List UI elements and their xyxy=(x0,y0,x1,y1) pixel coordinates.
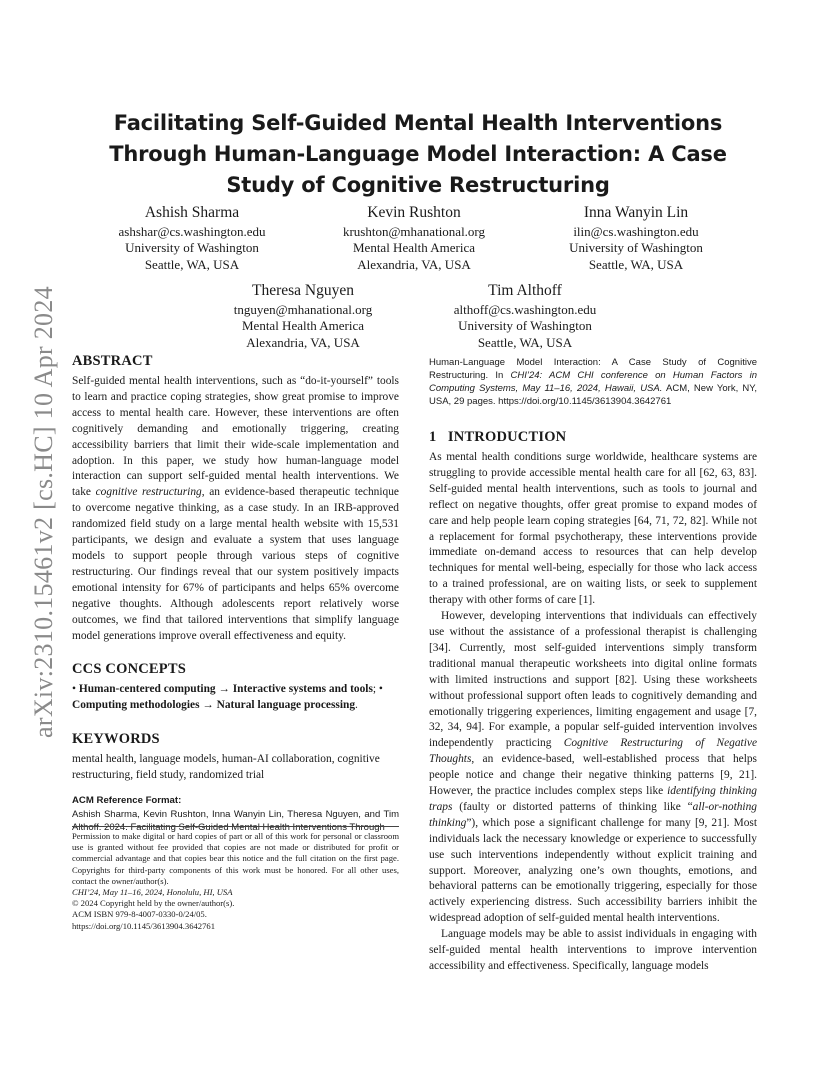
author-name: Theresa Nguyen xyxy=(252,282,354,299)
keywords-heading: KEYWORDS xyxy=(72,731,160,748)
author-email: ilin@cs.washington.edu xyxy=(573,224,699,239)
author-affiliation: University of Washington xyxy=(125,240,259,256)
author-location: Seattle, WA, USA xyxy=(477,334,573,350)
author-name: Inna Wanyin Lin xyxy=(583,204,689,221)
author-email: tnguyen@mhanational.org xyxy=(233,302,373,317)
abstract-heading: ABSTRACT xyxy=(72,353,153,369)
acm-reference-continued: Human-Language Model Interaction: A Case Study of Cognitive Restructuring. In CHI’24: ACM CHI conference on Human Factors in Computing Systems, May 11–16, 2024, Hawaii, USA. ACM, New York, NY, USA, 29 pages. https://doi.org/10.1145/3613904.3642761 xyxy=(429,357,757,407)
left-column xyxy=(72,352,399,834)
acm-reference-text: Ashish Sharma, Kevin Rushton, Inna Wanyin Lin, Theresa Nguyen, and Tim Althoff. 2024. Facilitating Self-Guided Mental Health Interventions Through xyxy=(72,809,399,834)
author-block xyxy=(102,202,282,273)
author-location: Seattle, WA, USA xyxy=(588,256,684,272)
permission-block xyxy=(72,826,399,932)
author-block xyxy=(546,202,726,273)
right-column xyxy=(429,356,757,975)
author-block xyxy=(324,202,504,273)
conference-venue: CHI’24, May 11–16, 2024, Honolulu, HI, USA xyxy=(72,887,233,898)
arxiv-identifier: arXiv:2310.15461v2 [cs.HC] 10 Apr 2024 xyxy=(29,286,58,738)
author-affiliation: Mental Health America xyxy=(352,240,475,256)
keywords-text: mental health, language models, human-AI collaboration, cognitive restructuring, field study, randomized trial xyxy=(72,753,380,782)
author-email: ashshar@cs.washington.edu xyxy=(118,224,266,239)
intro-paragraph-3: Language models may be able to assist individuals in engaging with self-guided mental health interventions to improve intervention accessibility and effectiveness. Specifically, language models xyxy=(429,928,757,972)
copyright-notice: © 2024 Copyright held by the owner/author(s). xyxy=(72,898,235,909)
abstract-text: Self-guided mental health interventions, such as “do-it-yourself” tools to learn and practice coping strategies, show great promise to improve access to mental health care. However, these interventions are often cognitively demanding and emotionally triggering, creating accessibility barriers that limit their wide-scale implementation and adoption. In this paper, we study how human-language model interaction can support self-guided mental health interventions. We take cognitive restructuring, an evidence-based therapeutic technique to overcome negative thinking, as a case study. In an IRB-approved randomized field study on a large mental health website with 15,531 participants, we design and evaluate a system that uses language models to support people through various steps of cognitive restructuring. Our findings reveal that our system positively impacts emotional intensity for 67% of participants and helps 65% overcome negative thoughts. Although adolescents report relatively worse outcomes, we find that tailored interventions that simplify language model generations improve overall effectiveness and equity. xyxy=(72,375,399,642)
ccs-heading: CCS CONCEPTS xyxy=(72,661,186,678)
introduction-heading: 1 INTRODUCTION xyxy=(429,429,567,445)
arxiv-sidebar xyxy=(0,0,72,1072)
author-email: krushton@mhanational.org xyxy=(342,224,486,239)
author-affiliation: University of Washington xyxy=(458,318,592,334)
author-name: Ashish Sharma xyxy=(144,204,240,221)
author-block xyxy=(213,280,393,351)
intro-paragraph-1: As mental health conditions surge worldwide, healthcare systems are struggling to provide accessible mental health care for all [62, 63, 83]. Self-guided mental health interventions, such as tools to journal and reflect on negative thoughts, offer great promise to expand modes of care and help people learn coping strategies [64, 71, 72, 82]. While not a replacement for formal psychotherapy, these interventions provide immediate on-demand access to resources that can help develop techniques for mental well-being, especially for those who lack access to a trained professional, are on waiting lists, or seek to supplement therapy with other forms of care [1]. xyxy=(429,451,757,607)
permission-text: Permission to make digital or hard copies of part or all of this work for personal or classroom use is granted without fee provided that copies are not made or distributed for profit or commercial advantage and that copies bear this notice and the full citation on the first page. Copyrights for third-party components of this work must be honored. For all other uses, contact the owner/author(s). xyxy=(72,831,399,886)
author-location: Alexandria, VA, USA xyxy=(246,334,360,350)
author-name: Kevin Rushton xyxy=(367,204,461,221)
author-location: Seattle, WA, USA xyxy=(144,256,240,272)
acm-reference-heading: ACM Reference Format: xyxy=(72,795,182,807)
author-email: althoff@cs.washington.edu xyxy=(453,302,597,317)
paper-title: Facilitating Self-Guided Mental Health Interventions Through Human-Language Model Interaction: A Case Study of Cognitive Restructuring xyxy=(109,111,727,197)
author-block xyxy=(435,280,615,351)
author-location: Alexandria, VA, USA xyxy=(357,256,471,272)
author-affiliation: University of Washington xyxy=(569,240,703,256)
ccs-text: • Human-centered computing → Interactive systems and tools; • Computing methodologies → Natural language processing. xyxy=(72,683,383,712)
author-affiliation: Mental Health America xyxy=(241,318,364,334)
isbn: ACM ISBN 979-8-4007-0330-0/24/05. xyxy=(72,909,207,920)
author-name: Tim Althoff xyxy=(488,282,562,299)
intro-paragraph-2: However, developing interventions that individuals can effectively use without the assistance of a professional therapist is challenging [34]. Currently, most self-guided interventions simply transform traditional manual therapeutic worksheets into digital online formats with limited instructions and support [82]. Using these worksheets without professional support often leads to cognitively demanding and emotionally triggering experiences, limiting engagement and usage [7, 32, 34, 94]. For example, a popular self-guided intervention involves independently practicing Cognitive Restructuring of Negative Thoughts, an evidence-based, well-established process that helps people notice and change their negative thinking patterns [9, 21]. However, the practice includes complex steps like identifying thinking traps (faulty or distorted patterns of thinking like “all-or-nothing thinking”), which pose a significant challenge for many [9, 21]. Most individuals lack the necessary knowledge or experience to successfully use such interventions independently without explicit training and support. Moreover, analyzing one’s own thoughts, emotions, and behavioral patterns can be emotionally triggering, especially for those actively experiencing distress. Such accessibility barriers inhibit the widespread adoption of self-guided mental health interventions. xyxy=(429,610,757,925)
doi-link: https://doi.org/10.1145/3613904.3642761 xyxy=(72,920,215,931)
